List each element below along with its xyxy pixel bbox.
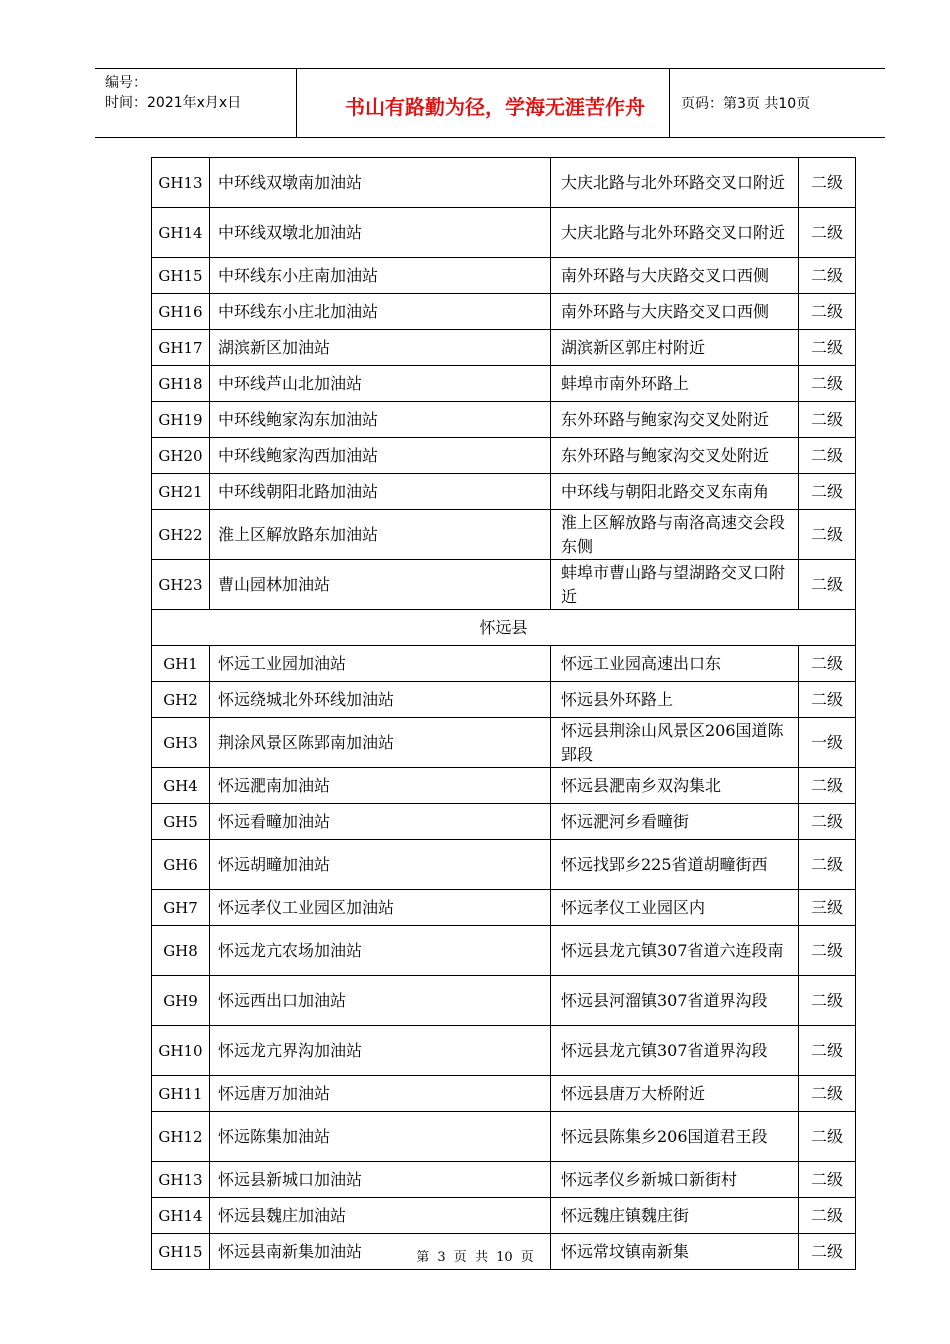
table-row xyxy=(152,804,856,840)
station-name: 怀远县新城口加油站 xyxy=(210,1162,551,1198)
station-name: 荆涂风景区陈郢南加油站 xyxy=(210,718,551,768)
table-row xyxy=(152,1112,856,1162)
station-name: 怀远淝南加油站 xyxy=(210,768,551,804)
station-name: 怀远唐万加油站 xyxy=(210,1076,551,1112)
station-code: GH12 xyxy=(152,1112,210,1162)
station-code: GH1 xyxy=(152,646,210,682)
station-level: 二级 xyxy=(799,1026,856,1076)
table-row xyxy=(152,474,856,510)
table-row xyxy=(152,330,856,366)
table-row xyxy=(152,926,856,976)
station-name: 曹山园林加油站 xyxy=(210,560,551,610)
station-name: 中环线东小庄北加油站 xyxy=(210,294,551,330)
table-row xyxy=(152,890,856,926)
station-location: 东外环路与鲍家沟交叉处附近 xyxy=(551,402,799,438)
table-row xyxy=(152,1162,856,1198)
station-level: 二级 xyxy=(799,438,856,474)
station-location: 怀远孝仪乡新城口新街村 xyxy=(551,1162,799,1198)
station-location: 怀远工业园高速出口东 xyxy=(551,646,799,682)
table-row xyxy=(152,1026,856,1076)
station-code: GH13 xyxy=(152,1162,210,1198)
station-name: 中环线鲍家沟东加油站 xyxy=(210,402,551,438)
table-row xyxy=(152,402,856,438)
station-level: 二级 xyxy=(799,1112,856,1162)
table-row xyxy=(152,1198,856,1234)
station-code: GH18 xyxy=(152,366,210,402)
station-location: 东外环路与鲍家沟交叉处附近 xyxy=(551,438,799,474)
table-row xyxy=(152,718,856,768)
station-code: GH14 xyxy=(152,1198,210,1234)
page-footer xyxy=(0,1246,950,1265)
station-location: 淮上区解放路与南洛高速交会段东侧 xyxy=(551,510,799,560)
header-divider xyxy=(669,69,670,137)
station-code: GH15 xyxy=(152,258,210,294)
table-row xyxy=(152,510,856,560)
station-level: 二级 xyxy=(799,768,856,804)
time-label: 时间：2021年x月x日 xyxy=(105,95,242,111)
station-name: 怀远西出口加油站 xyxy=(210,976,551,1026)
station-code: GH6 xyxy=(152,840,210,890)
station-level: 三级 xyxy=(799,890,856,926)
header-left xyxy=(105,73,241,113)
header-divider xyxy=(296,69,297,137)
station-code: GH16 xyxy=(152,294,210,330)
footer-page-unit: 页 xyxy=(453,1250,467,1265)
station-location: 南外环路与大庆路交叉口西侧 xyxy=(551,258,799,294)
gas-station-table xyxy=(151,157,856,1270)
station-name: 怀远龙亢农场加油站 xyxy=(210,926,551,976)
section-title: 怀远县 xyxy=(152,610,856,646)
station-location: 怀远县龙亢镇307省道六连段南 xyxy=(551,926,799,976)
table-row xyxy=(152,976,856,1026)
table-row xyxy=(152,366,856,402)
footer-page-total: 10 xyxy=(496,1250,513,1265)
station-name: 湖滨新区加油站 xyxy=(210,330,551,366)
station-location: 怀远县淝南乡双沟集北 xyxy=(551,768,799,804)
station-level: 二级 xyxy=(799,474,856,510)
station-name: 淮上区解放路东加油站 xyxy=(210,510,551,560)
station-level: 二级 xyxy=(799,682,856,718)
table-row xyxy=(152,294,856,330)
station-name: 中环线朝阳北路加油站 xyxy=(210,474,551,510)
station-code: GH11 xyxy=(152,1076,210,1112)
station-location: 怀远魏庄镇魏庄街 xyxy=(551,1198,799,1234)
station-code: GH17 xyxy=(152,330,210,366)
station-code: GH14 xyxy=(152,208,210,258)
station-name: 中环线鲍家沟西加油站 xyxy=(210,438,551,474)
station-code: GH4 xyxy=(152,768,210,804)
station-location: 南外环路与大庆路交叉口西侧 xyxy=(551,294,799,330)
footer-total-unit: 页 xyxy=(520,1250,534,1265)
station-level: 二级 xyxy=(799,1198,856,1234)
table-row xyxy=(152,1076,856,1112)
station-location: 怀远县唐万大桥附近 xyxy=(551,1076,799,1112)
station-level: 二级 xyxy=(799,646,856,682)
station-code: GH19 xyxy=(152,402,210,438)
table-row xyxy=(152,258,856,294)
station-location: 大庆北路与北外环路交叉口附近 xyxy=(551,208,799,258)
table-row xyxy=(152,438,856,474)
section-row xyxy=(152,610,856,646)
station-level: 二级 xyxy=(799,366,856,402)
station-name: 中环线东小庄南加油站 xyxy=(210,258,551,294)
station-name: 怀远工业园加油站 xyxy=(210,646,551,682)
footer-total-word: 共 xyxy=(474,1250,488,1265)
station-level: 二级 xyxy=(799,1162,856,1198)
serial-label: 编号： xyxy=(105,75,147,91)
table-body xyxy=(152,158,856,1270)
station-location: 怀远淝河乡看疃街 xyxy=(551,804,799,840)
station-level: 二级 xyxy=(799,926,856,976)
station-level: 二级 xyxy=(799,510,856,560)
station-level: 二级 xyxy=(799,158,856,208)
station-name: 怀远县南新集加油站 xyxy=(210,1234,551,1270)
station-level: 二级 xyxy=(799,402,856,438)
station-level: 一级 xyxy=(799,718,856,768)
table-row xyxy=(152,682,856,718)
header-motto: 书山有路勤为径，学海无涯苦作舟 xyxy=(345,95,645,119)
station-code: GH2 xyxy=(152,682,210,718)
station-name: 怀远陈集加油站 xyxy=(210,1112,551,1162)
station-code: GH5 xyxy=(152,804,210,840)
station-level: 二级 xyxy=(799,294,856,330)
header-page-info: 页码：第3页 共10页 xyxy=(681,96,811,112)
table-row xyxy=(152,560,856,610)
station-location: 怀远县荆涂山风景区206国道陈郢段 xyxy=(551,718,799,768)
station-location: 蚌埠市南外环路上 xyxy=(551,366,799,402)
station-name: 怀远县魏庄加油站 xyxy=(210,1198,551,1234)
station-level: 二级 xyxy=(799,1076,856,1112)
station-level: 二级 xyxy=(799,560,856,610)
station-name: 怀远孝仪工业园区加油站 xyxy=(210,890,551,926)
station-level: 二级 xyxy=(799,976,856,1026)
station-name: 怀远看疃加油站 xyxy=(210,804,551,840)
station-code: GH15 xyxy=(152,1234,210,1270)
station-location: 怀远县外环路上 xyxy=(551,682,799,718)
station-level: 二级 xyxy=(799,1234,856,1270)
station-name: 中环线双墩北加油站 xyxy=(210,208,551,258)
station-location: 怀远县河溜镇307省道界沟段 xyxy=(551,976,799,1026)
station-code: GH8 xyxy=(152,926,210,976)
station-name: 怀远胡疃加油站 xyxy=(210,840,551,890)
station-name: 怀远绕城北外环线加油站 xyxy=(210,682,551,718)
footer-page-word: 第 xyxy=(416,1250,430,1265)
table-row xyxy=(152,768,856,804)
station-location: 怀远找郢乡225省道胡疃街西 xyxy=(551,840,799,890)
station-level: 二级 xyxy=(799,840,856,890)
station-level: 二级 xyxy=(799,208,856,258)
table-row xyxy=(152,646,856,682)
station-name: 中环线芦山北加油站 xyxy=(210,366,551,402)
station-location: 大庆北路与北外环路交叉口附近 xyxy=(551,158,799,208)
station-location: 怀远孝仪工业园区内 xyxy=(551,890,799,926)
station-code: GH10 xyxy=(152,1026,210,1076)
station-name: 怀远龙亢界沟加油站 xyxy=(210,1026,551,1076)
station-level: 二级 xyxy=(799,330,856,366)
footer-page-current: 3 xyxy=(437,1250,446,1265)
station-code: GH21 xyxy=(152,474,210,510)
station-code: GH22 xyxy=(152,510,210,560)
station-location: 蚌埠市曹山路与望湖路交叉口附近 xyxy=(551,560,799,610)
table-row xyxy=(152,840,856,890)
station-level: 二级 xyxy=(799,258,856,294)
station-code: GH9 xyxy=(152,976,210,1026)
station-code: GH20 xyxy=(152,438,210,474)
station-code: GH23 xyxy=(152,560,210,610)
table-row xyxy=(152,158,856,208)
station-location: 湖滨新区郭庄村附近 xyxy=(551,330,799,366)
station-level: 二级 xyxy=(799,804,856,840)
station-code: GH7 xyxy=(152,890,210,926)
table-row xyxy=(152,208,856,258)
page-header xyxy=(95,68,885,138)
station-name: 中环线双墩南加油站 xyxy=(210,158,551,208)
station-location: 怀远县龙亢镇307省道界沟段 xyxy=(551,1026,799,1076)
station-location: 中环线与朝阳北路交叉东南角 xyxy=(551,474,799,510)
station-code: GH13 xyxy=(152,158,210,208)
station-location: 怀远县陈集乡206国道君王段 xyxy=(551,1112,799,1162)
station-code: GH3 xyxy=(152,718,210,768)
station-location: 怀远常坟镇南新集 xyxy=(551,1234,799,1270)
